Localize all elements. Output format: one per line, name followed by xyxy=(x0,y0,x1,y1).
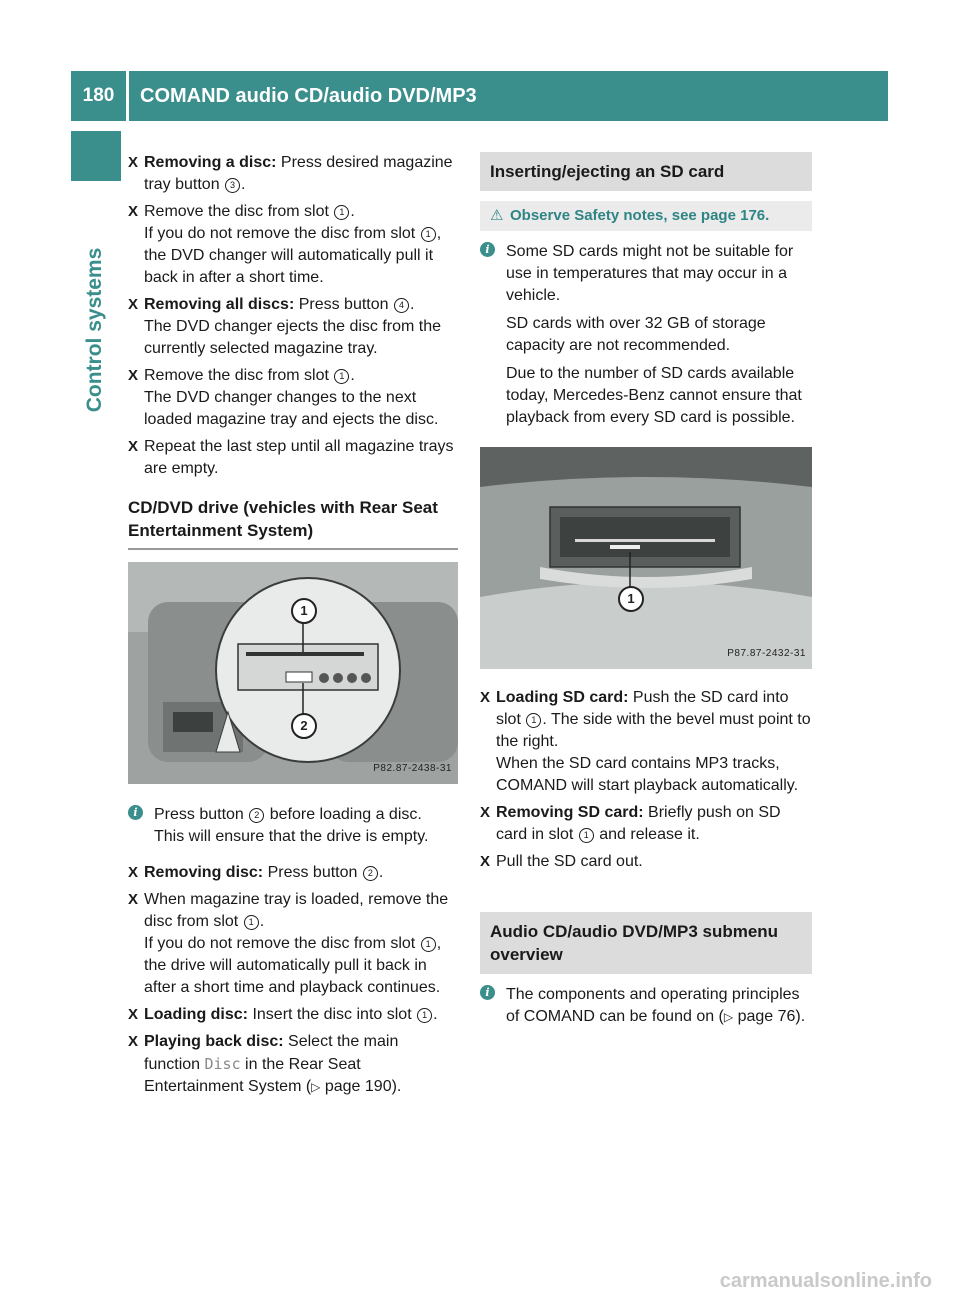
step-text: Push the SD card into slot xyxy=(496,689,789,728)
step-text: When the SD card contains MP3 tracks, COMAND will start playback automatically. xyxy=(496,755,799,794)
step-marker: X xyxy=(480,853,491,870)
step-loading-sd-card xyxy=(480,687,812,797)
step-text: . xyxy=(350,367,355,384)
step-bold: Loading disc: xyxy=(144,1006,248,1023)
step-marker: X xyxy=(480,689,491,706)
warning-text[interactable]: Observe Safety notes, see page 176. xyxy=(510,207,770,224)
warning-triangle-icon: ⚠ xyxy=(490,207,504,224)
info-note-comand xyxy=(480,984,812,1028)
step-bold: Removing a disc: xyxy=(144,154,277,171)
step-marker: X xyxy=(128,1033,139,1050)
step-marker: X xyxy=(128,203,139,220)
step-text: . xyxy=(259,913,265,930)
step-text: . xyxy=(433,1006,438,1023)
callout-ref: 1 xyxy=(421,937,436,952)
step-marker: X xyxy=(128,891,139,908)
step-bold: Removing all discs: xyxy=(144,296,295,313)
step-text: Select the main function xyxy=(144,1033,399,1073)
step-marker: X xyxy=(128,438,139,455)
callout-ref: 1 xyxy=(417,1008,432,1023)
step-text: If you do not remove the disc from slot xyxy=(144,935,420,952)
step-text: When magazine tray is loaded, remove the disc from slot xyxy=(144,891,449,930)
step-text: Briefly push on SD card in slot xyxy=(496,804,781,843)
rear-seat-drive-figure xyxy=(128,562,458,784)
note-text: This will ensure that the drive is empty. xyxy=(154,828,429,845)
figure-code: P82.87-2438-31 xyxy=(373,763,452,774)
step-text: Press desired magazine tray button xyxy=(144,154,453,193)
step-loading-disc xyxy=(128,1004,458,1026)
step-text: Remove the disc from slot xyxy=(144,203,334,220)
info-icon: i xyxy=(480,242,495,257)
note-text: The components and operating principles of COMAND can be found on ( xyxy=(506,986,800,1025)
header-divider xyxy=(126,71,129,121)
step-bold: Removing SD card: xyxy=(496,804,644,821)
side-label-text: Control systems xyxy=(83,247,106,413)
info-icon: i xyxy=(480,985,495,1000)
note-paragraph: Some SD cards might not be suitable for use in temperatures that may occur in a vehicle. xyxy=(506,243,794,304)
step-repeat xyxy=(128,436,458,480)
info-note-press-button xyxy=(128,804,458,848)
step-bold: Playing back disc: xyxy=(144,1033,284,1050)
step-text: Remove the disc from slot xyxy=(144,367,334,384)
callout-ref: 2 xyxy=(363,866,378,881)
page-ref-link[interactable]: page 76). xyxy=(733,1008,806,1025)
step-removing-all-discs xyxy=(128,294,458,360)
section-heading-submenu-overview: Audio CD/audio DVD/MP3 submenu overview xyxy=(480,912,812,974)
page-ref-link[interactable]: page 190). xyxy=(320,1078,402,1095)
step-remove-disc xyxy=(128,201,458,289)
page-number: 180 xyxy=(82,85,115,106)
page-pointer-icon: ▷ xyxy=(311,1080,321,1094)
safety-warning xyxy=(480,201,812,231)
step-text: . xyxy=(350,203,355,220)
note-paragraph: SD cards with over 32 GB of storage capacity are not recommended. xyxy=(506,315,766,354)
callout-ref: 3 xyxy=(225,178,240,193)
figure-callout-1: 1 xyxy=(618,586,644,612)
callout-ref: 1 xyxy=(579,828,594,843)
step-pull-sd-card xyxy=(480,851,812,873)
sd-card-slot-figure xyxy=(480,447,812,669)
callout-ref: 1 xyxy=(334,369,349,384)
info-note-sd-cards xyxy=(480,241,812,429)
note-text: before loading a disc. xyxy=(265,806,422,823)
side-label xyxy=(84,220,106,440)
page-pointer-icon: ▷ xyxy=(723,1010,734,1024)
step-marker: X xyxy=(128,296,139,313)
step-text: The DVD changer ejects the disc from the currently selected magazine tray. xyxy=(144,318,442,357)
step-removing-sd-card xyxy=(480,802,812,846)
right-column xyxy=(480,152,812,1042)
step-text: Repeat the last step until all magazine trays are empty. xyxy=(144,438,454,477)
figure-callout-1: 1 xyxy=(291,598,317,624)
step-text: Press button xyxy=(294,296,393,313)
callout-ref: 2 xyxy=(249,808,264,823)
step-remove-disc-2 xyxy=(128,365,458,431)
info-icon: i xyxy=(128,805,143,820)
step-text: Pull the SD card out. xyxy=(496,853,643,870)
left-column xyxy=(128,152,458,1103)
section-heading-sd-card: Inserting/ejecting an SD card xyxy=(480,152,812,191)
callout-ref: 1 xyxy=(244,915,259,930)
step-text: . xyxy=(378,864,384,881)
side-tab xyxy=(71,131,121,181)
step-marker: X xyxy=(480,804,491,821)
step-text: . xyxy=(409,296,415,313)
step-bold: Loading SD card: xyxy=(496,689,629,706)
step-text: , the DVD changer will automatically pull it back in after a short time. xyxy=(144,225,442,286)
step-text: in the Rear Seat Entertainment System ( xyxy=(144,1056,361,1095)
step-text: . The side with the bevel must point to the right. xyxy=(496,711,811,750)
step-playing-back-disc xyxy=(128,1031,458,1098)
callout-ref: 4 xyxy=(394,298,409,313)
section-heading-cd-dvd-drive: CD/DVD drive (vehicles with Rear Seat Entertainment System) xyxy=(128,496,458,550)
step-removing-a-disc xyxy=(128,152,458,196)
step-removing-disc xyxy=(128,862,458,884)
step-text: . xyxy=(241,176,246,193)
note-text: Press button xyxy=(154,806,249,823)
note-paragraph: Due to the number of SD cards available today, Mercedes-Benz cannot ensure that playback from every SD card is possible. xyxy=(506,365,802,426)
step-bold: Removing disc: xyxy=(144,864,264,881)
step-magazine-tray-loaded xyxy=(128,889,458,999)
step-marker: X xyxy=(128,367,139,384)
step-text: The DVD changer changes to the next loaded magazine tray and ejects the disc. xyxy=(144,389,439,428)
step-text: If you do not remove the disc from slot xyxy=(144,225,420,242)
callout-ref: 1 xyxy=(526,713,541,728)
step-marker: X xyxy=(128,1006,139,1023)
page-title: COMAND audio CD/audio DVD/MP3 xyxy=(140,85,477,107)
watermark: carmanualsonline.info xyxy=(719,1270,932,1292)
callout-ref: 1 xyxy=(334,205,349,220)
step-text: Press button xyxy=(263,864,362,881)
figure-code: P87.87-2432-31 xyxy=(727,648,806,659)
rear-seat-drive-illustration xyxy=(128,562,458,784)
figure-callout-2: 2 xyxy=(291,713,317,739)
function-name: Disc xyxy=(204,1055,241,1073)
sd-card-slot-illustration xyxy=(480,447,812,669)
step-text: Insert the disc into slot xyxy=(248,1006,417,1023)
step-text: and release it. xyxy=(594,826,700,843)
callout-ref: 1 xyxy=(421,227,436,242)
step-marker: X xyxy=(128,864,139,881)
step-marker: X xyxy=(128,154,139,171)
step-text: , the drive will automatically pull it back in after a short time and playback continues. xyxy=(144,935,442,996)
